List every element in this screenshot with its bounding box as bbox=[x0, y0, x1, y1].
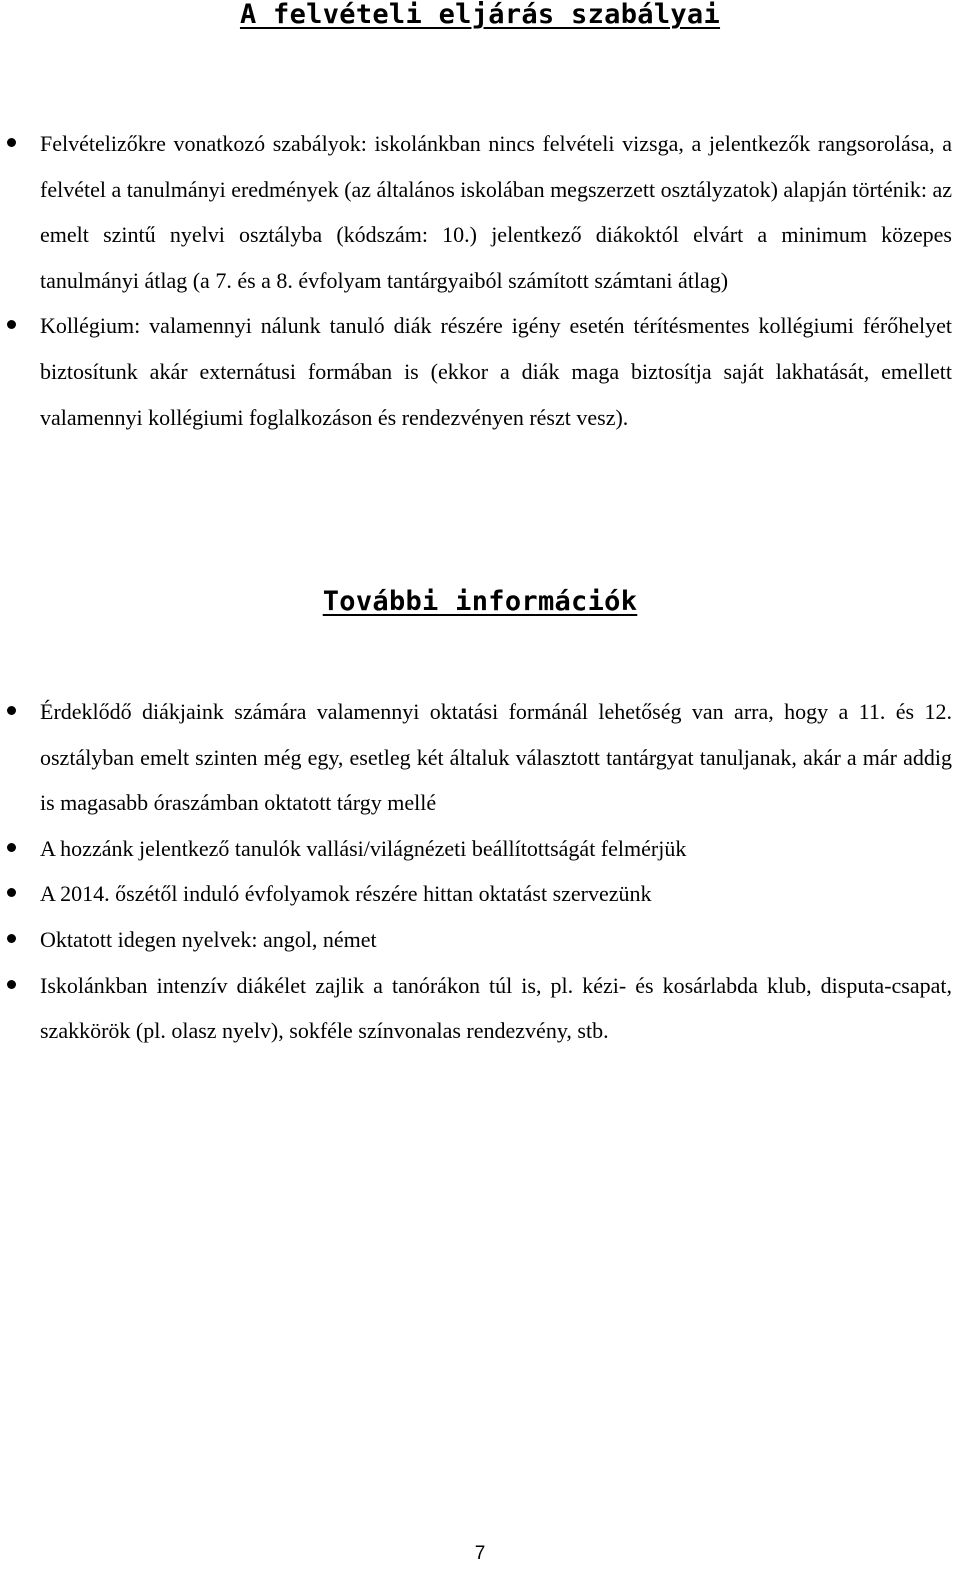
further-info-list bbox=[40, 689, 952, 1054]
list-item-text: Felvételizőkre vonatkozó szabályok: iskolánkban nincs felvételi vizsga, a jelentkezők rangsorolása, a felvétel a tanulmányi eredmények (az általános iskolában megszerzett osztályzatok) alapján történik: az emelt szintű nyelvi osztályba (kódszám: 10.) jelentkező diákoktól elvárt a minimum közepes tanulmányi átlag (a 7. és a 8. évfolyam tantárgyaiból számított számtani átlag) bbox=[40, 131, 952, 293]
section-title-further-info: További információk bbox=[322, 586, 638, 617]
list-item-text: A hozzánk jelentkező tanulók vallási/világnézeti beállítottságát felmérjük bbox=[40, 835, 687, 861]
bullet-icon bbox=[7, 980, 16, 989]
list-item-text: Iskolánkban intenzív diákélet zajlik a tanórákon túl is, pl. kézi- és kosárlabda klub, disputa-csapat, szakkörök (pl. olasz nyelv), sokféle színvonalas rendezvény, stb. bbox=[40, 972, 952, 1044]
section-title-admission-rules: A felvételi eljárás szabályai bbox=[239, 0, 721, 30]
list-item-text: Oktatott idegen nyelvek: angol, német bbox=[40, 926, 377, 952]
bullet-icon bbox=[7, 888, 16, 897]
bullet-icon bbox=[7, 320, 16, 329]
list-item-text: Kollégium: valamennyi nálunk tanuló diák részére igény esetén térítésmentes kollégiumi férőhelyet biztosítunk akár externátusi formában is (ekkor a diák maga biztosítja saját lakhatását, emellett valamennyi kollégiumi foglalkozáson és rendezvényen részt vesz). bbox=[40, 313, 952, 430]
page-number: 7 bbox=[474, 1543, 486, 1564]
bullet-icon bbox=[7, 138, 16, 147]
list-item bbox=[40, 303, 952, 440]
list-item bbox=[40, 826, 952, 872]
bullet-icon bbox=[7, 706, 16, 715]
list-item bbox=[40, 689, 952, 826]
list-item-text: Érdeklődő diákjaink számára valamennyi oktatási formánál lehetőség van arra, hogy a 11. és 12. osztályban emelt szinten még egy, esetleg két általuk választott tantárgyat tanuljanak, akár a már addig is magasabb óraszámban oktatott tárgy mellé bbox=[40, 699, 952, 816]
list-item-text: A 2014. őszétől induló évfolyamok részére hittan oktatást szervezünk bbox=[40, 881, 652, 907]
bullet-icon bbox=[7, 934, 16, 943]
bullet-icon bbox=[7, 843, 16, 852]
list-item bbox=[40, 963, 952, 1054]
admission-rules-list bbox=[40, 121, 952, 440]
list-item bbox=[40, 871, 952, 917]
list-item bbox=[40, 121, 952, 303]
list-item bbox=[40, 917, 952, 963]
